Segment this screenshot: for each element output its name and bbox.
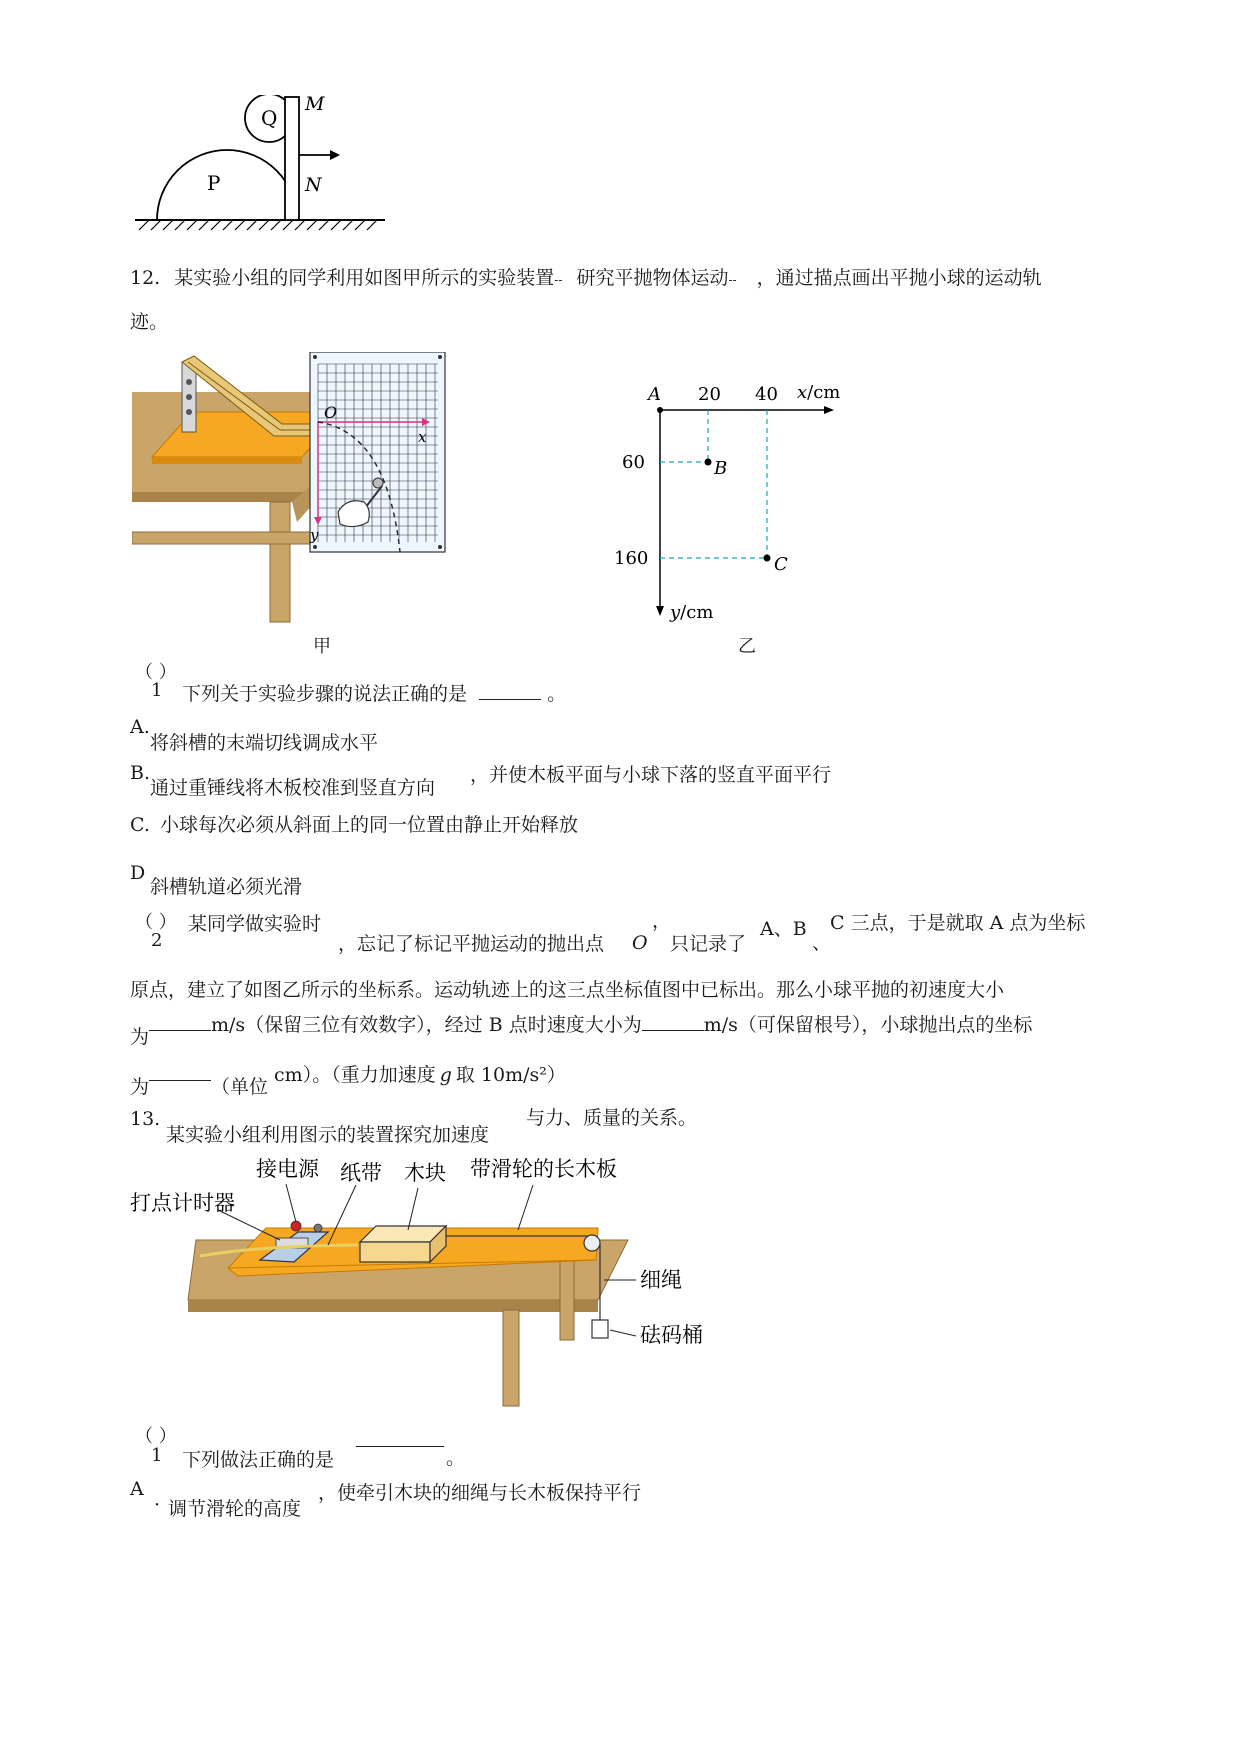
- label-block: 木块: [404, 1161, 446, 1185]
- answer-blank-origin[interactable]: [149, 1062, 211, 1081]
- q12-sub2-line3-unit1: m/s（保留三位有效数字），经过 B 点时速度大小为: [211, 1014, 642, 1036]
- option-b-text-2: ，并使木板平面与小球下落的竖直平面平行: [470, 764, 832, 786]
- figure-13-apparatus: [128, 1150, 728, 1410]
- option-d-label: D: [130, 862, 146, 884]
- label-n: N: [305, 174, 322, 196]
- option-b-text-1: 通过重锤线将木板校准到竖直方向: [150, 777, 436, 799]
- q12-sub2-line3-a: 为: [130, 1026, 150, 1048]
- figure-11-semicircle: [125, 95, 405, 235]
- jia-label-x: x: [418, 428, 427, 446]
- q12-sub1-num: 1: [151, 680, 163, 701]
- q12-sub2-o: O: [632, 932, 648, 954]
- q13-option-a-dot: ·: [154, 1494, 161, 1516]
- label-string: 细绳: [640, 1268, 682, 1292]
- q12-sub2-text-1: 某同学做实验时: [188, 913, 322, 935]
- q12-sub1-question: 下列关于实验步骤的说法正确的是: [182, 683, 468, 705]
- option-c-text: 小球每次必须从斜面上的同一位置由静止开始释放: [159, 814, 578, 836]
- yi-point-b: B: [714, 458, 728, 479]
- label-tape: 纸带: [340, 1161, 382, 1185]
- q12-sub2-text-2: ，忘记了标记平抛运动的抛出点: [338, 933, 605, 955]
- q12-stem-c: ，通过描点画出平抛小球的运动轨: [756, 267, 1042, 289]
- caption-jia: 甲: [313, 636, 331, 657]
- q12-sub2-g: g: [439, 1064, 452, 1086]
- q12-sub2-text-4: C 三点，于是就取 A 点为坐标: [830, 912, 1086, 934]
- q12-stem-b: 研究平抛物体运动: [576, 267, 729, 289]
- caption-yi: 乙: [738, 636, 756, 657]
- q12-sub1-end: 。: [547, 683, 567, 705]
- yi-point-c: C: [774, 554, 788, 575]
- label-power: 接电源: [256, 1157, 319, 1181]
- q13-number: 13.: [130, 1108, 161, 1130]
- answer-blank-v0[interactable]: [149, 1012, 211, 1031]
- yi-y-tick-60: 60: [622, 452, 645, 473]
- q13-sub1-text: 下列做法正确的是: [182, 1449, 335, 1471]
- q13-option-a-label: A: [130, 1478, 144, 1500]
- label-p: P: [207, 171, 221, 195]
- q12-sub1-paren: （ ）: [135, 662, 177, 683]
- yi-x-tick-40: 40: [755, 384, 778, 405]
- q12-sub1-text: [182, 679, 566, 706]
- label-bucket: 砝码桶: [640, 1323, 703, 1347]
- q12-sub2-comma: ，: [652, 910, 672, 932]
- option-a-text: 将斜槽的末端切线调成水平: [150, 732, 379, 754]
- yi-y-axis-label: y/cm: [670, 602, 714, 623]
- q13-sub1-end: 。: [446, 1447, 466, 1469]
- answer-blank-vb[interactable]: [642, 1012, 704, 1031]
- q13-sub1-answer-blank[interactable]: [356, 1428, 444, 1447]
- q12-sub2-num: 2: [151, 930, 163, 951]
- yi-x-tick-20: 20: [698, 384, 721, 405]
- q13-sub1-paren: （ ）: [135, 1426, 177, 1447]
- q13-sub1-num: 1: [151, 1445, 163, 1466]
- q13-stem-a: 某实验小组利用图示的装置探究加速度: [166, 1124, 490, 1146]
- label-board: 带滑轮的长木板: [470, 1157, 617, 1181]
- label-m: M: [305, 95, 325, 115]
- option-c: [130, 810, 578, 837]
- q12-sub2-line2: 原点，建立了如图乙所示的坐标系。运动轨迹上的这三点坐标值图中已标出。那么小球平抛的初速度大小: [130, 979, 1005, 1001]
- q12-sub2-line4-d: 取 10m/s²）: [455, 1064, 566, 1086]
- yi-y-tick-160: 160: [614, 548, 649, 569]
- yi-origin: A: [648, 384, 661, 405]
- yi-x-axis-label: x/cm: [797, 382, 841, 403]
- q12-sub2-line4-a: 为: [130, 1076, 150, 1098]
- q13-option-a-text-1: 调节滑轮的高度: [168, 1498, 302, 1520]
- q13-option-a-text-2: ，使牵引木块的细绳与长木板保持平行: [318, 1482, 642, 1504]
- q12-stem-line1: 12. 某实验小组的同学利用如图甲所示的实验装置-- 研究平抛物体运动-- ，通过描点画出平抛小球的运动轨: [130, 267, 1042, 289]
- q12-sub2-abc: A、B: [760, 918, 807, 940]
- label-q: Q: [261, 106, 278, 130]
- q12-sub2-dun: 、: [812, 932, 832, 954]
- q12-sub1-answer-blank[interactable]: [479, 681, 541, 700]
- figure-jia-apparatus: [132, 352, 502, 624]
- q12-sub2-line3-unit2: m/s（可保留根号），小球抛出点的坐标: [703, 1014, 1033, 1036]
- figure-yi-coordinates: [612, 378, 872, 638]
- option-d-text: 斜槽轨道必须光滑: [150, 876, 303, 898]
- option-b-label: B.: [130, 762, 151, 784]
- jia-label-y: y: [310, 526, 319, 544]
- q12-sub2-paren: （ ）: [135, 912, 177, 933]
- jia-label-o: O: [324, 403, 338, 422]
- q13-stem-b: 与力、质量的关系。: [526, 1107, 698, 1129]
- q12-sub2-line4-c: cm）。（重力加速度: [274, 1064, 436, 1086]
- q12-sub2-line4: [130, 1060, 566, 1098]
- q12-sub2-text-3: 只记录了: [670, 933, 747, 955]
- q12-number: 12.: [130, 267, 161, 289]
- option-a-label: A.: [130, 716, 150, 738]
- q12-sub2-line3: [130, 1010, 1033, 1048]
- label-timer: 打点计时器: [130, 1191, 235, 1215]
- q12-sub2-line4-b: （单位: [211, 1076, 269, 1098]
- q12-stem-a: 某实验小组的同学利用如图甲所示的实验装置: [174, 267, 555, 289]
- q12-stem-line2: 迹。: [130, 311, 169, 333]
- option-c-label: C.: [130, 814, 150, 836]
